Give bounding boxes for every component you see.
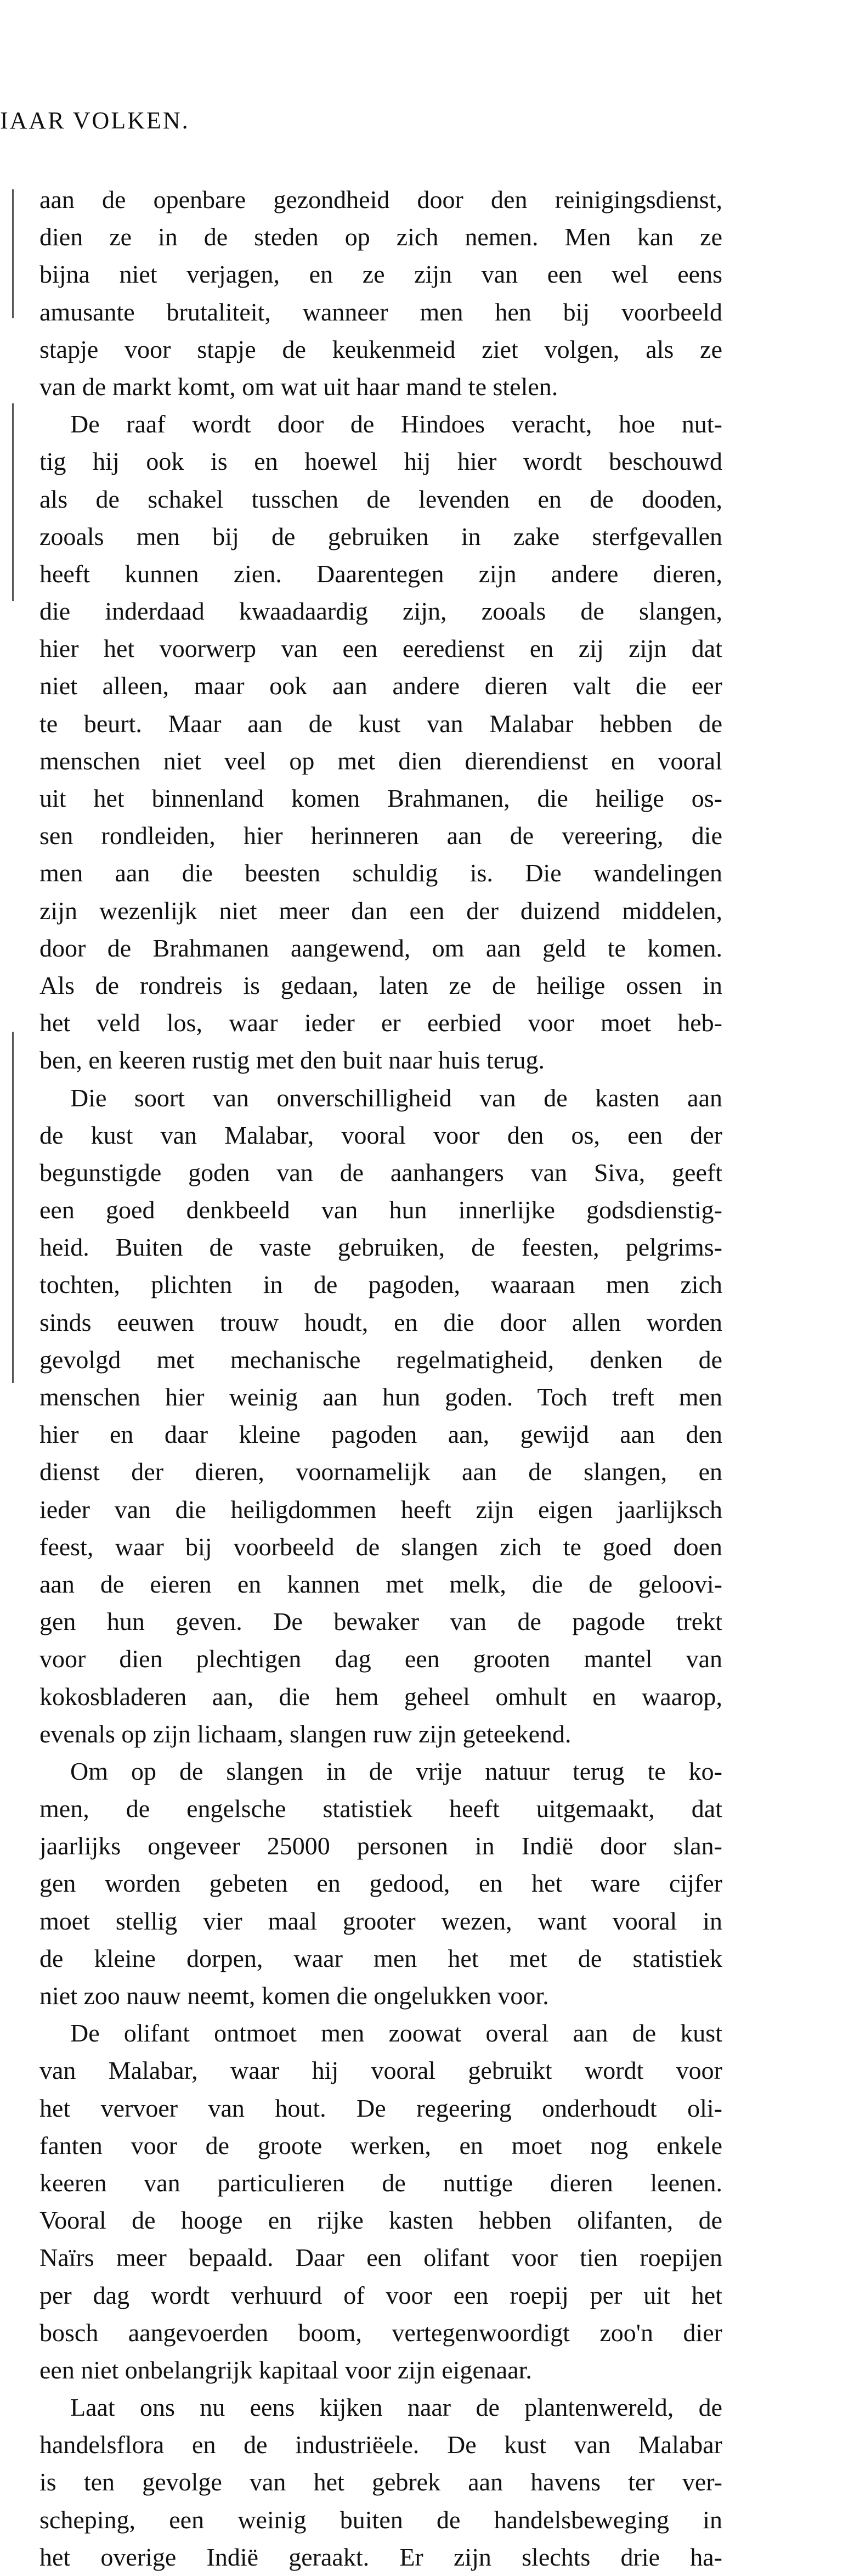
text-line: men aan die beesten schuldig is. Die wandelingen (39, 859, 722, 887)
text-line: hier en daar kleine pagoden aan, gewijd aan den (39, 1420, 722, 1449)
text-line: stapje voor stapje de keukenmeid ziet volgen, als ze (39, 335, 722, 363)
text-line: van Malabar, waar hij vooral gebruikt wordt voor (39, 2056, 722, 2085)
text-line: hier het voorwerp van een eeredienst en zij zijn dat (39, 634, 722, 663)
text-line: uit het binnenland komen Brahmanen, die heilige os- (39, 784, 722, 812)
text-line: menschen hier weinig aan hun goden. Toch treft men (39, 1383, 722, 1411)
margin-rule (12, 403, 14, 601)
text-line: ieder van die heiligdommen heeft zijn eigen jaarlijksch (39, 1495, 722, 1523)
text-line: Die soort van onverschilligheid van de kasten aan (70, 1083, 722, 1112)
text-line: de kust van Malabar, vooral voor den os, een der (39, 1121, 722, 1149)
text-line: handelsflora en de industriëele. De kust van Malabar (39, 2431, 722, 2459)
text-line: moet stellig vier maal grooter wezen, want vooral in (39, 1906, 722, 1935)
text-line: gen hun geven. De bewaker van de pagode trekt (39, 1607, 722, 1636)
text-line: het vervoer van hout. De regeering onderhoudt oli- (39, 2094, 722, 2122)
text-line: per dag wordt verhuurd of voor een roepij per uit het (39, 2281, 722, 2309)
text-line: feest, waar bij voorbeeld de slangen zich te goed doen (39, 1532, 722, 1561)
text-line: van de markt komt, om wat uit haar mand te stelen. (39, 372, 558, 401)
text-line: gevolgd met mechanische regelmatigheid, denken de (39, 1345, 722, 1374)
text-line: die inderdaad kwaadaardig zijn, zooals de slangen, (39, 597, 722, 626)
text-line: niet alleen, maar ook aan andere dieren valt die eer (39, 672, 722, 700)
margin-rule (12, 1032, 14, 1383)
text-line: het overige Indië geraakt. Er zijn slechts drie ha- (39, 2543, 722, 2571)
text-line: voor dien plechtigen dag een grooten mantel van (39, 1645, 722, 1673)
text-line: sinds eeuwen trouw houdt, en die door allen worden (39, 1308, 722, 1336)
text-line: begunstigde goden van de aanhangers van Siva, geeft (39, 1158, 722, 1186)
text-line: het veld los, waar ieder er eerbied voor moet heb- (39, 1009, 722, 1037)
text-line: Laat ons nu eens kijken naar de plantenwereld, de (70, 2393, 722, 2422)
text-line: zijn wezenlijk niet meer dan een der duizend middelen, (39, 896, 722, 925)
text-line: menschen niet veel op met dien dierendienst en vooral (39, 746, 722, 775)
text-line: bijna niet verjagen, en ze zijn van een wel eens (39, 260, 722, 289)
text-line: kokosbladeren aan, die hem geheel omhult en waarop, (39, 1682, 722, 1711)
text-line: Naïrs meer bepaald. Daar een olifant voor tien roepijen (39, 2243, 722, 2272)
text-line: een goed denkbeeld van hun innerlijke godsdienstig- (39, 1196, 722, 1224)
margin-rule (12, 189, 14, 318)
text-line: als de schakel tusschen de levenden en de dooden, (39, 485, 722, 513)
text-line: De olifant ontmoet men zoowat overal aan de kust (70, 2019, 722, 2048)
text-line: ben, en keeren rustig met den buit naar huis terug. (39, 1046, 545, 1075)
text-line: Vooral de hooge en rijke kasten hebben olifanten, de (39, 2206, 722, 2235)
text-line: dien ze in de steden op zich nemen. Men kan ze (39, 223, 722, 251)
text-line: niet zoo nauw neemt, komen die ongelukken voor. (39, 1982, 549, 2010)
text-line: Als de rondreis is gedaan, laten ze de heilige ossen in (39, 971, 722, 999)
text-line: bosch aangevoerden boom, vertegenwoordigt zoo'n dier (39, 2318, 722, 2347)
text-line: dienst der dieren, voornamelijk aan de slangen, en (39, 1458, 722, 1486)
text-line: Om op de slangen in de vrije natuur terug te ko- (70, 1757, 722, 1785)
text-line: door de Brahmanen aangewend, om aan geld te komen. (39, 933, 722, 962)
text-line: fanten voor de groote werken, en moet nog enkele (39, 2131, 722, 2159)
text-line: amusante brutaliteit, wanneer men hen bij voorbeeld (39, 297, 722, 326)
text-line: gen worden gebeten en gedood, en het ware cijfer (39, 1869, 722, 1898)
running-head: IAAR VOLKEN. (0, 107, 190, 134)
text-line: tochten, plichten in de pagoden, waaraan men zich (39, 1270, 722, 1299)
text-line: heeft kunnen zien. Daarentegen zijn andere dieren, (39, 559, 722, 588)
text-line: De raaf wordt door de Hindoes veracht, hoe nut- (70, 410, 722, 438)
text-line: aan de eieren en kannen met melk, die de geloovi- (39, 1570, 722, 1598)
text-line: tig hij ook is en hoewel hij hier wordt beschouwd (39, 447, 722, 476)
text-line: te beurt. Maar aan de kust van Malabar hebben de (39, 709, 722, 738)
text-line: heid. Buiten de vaste gebruiken, de feesten, pelgrims- (39, 1233, 722, 1262)
text-line: een niet onbelangrijk kapitaal voor zijn eigenaar. (39, 2355, 532, 2384)
text-line: evenals op zijn lichaam, slangen ruw zijn geteekend. (39, 1719, 572, 1748)
text-line: sen rondleiden, hier herinneren aan de vereering, die (39, 822, 722, 850)
text-line: zooals men bij de gebruiken in zake sterfgevallen (39, 522, 722, 550)
text-column (39, 181, 722, 2576)
text-line: aan de openbare gezondheid door den reinigingsdienst, (39, 185, 722, 213)
text-line: men, de engelsche statistiek heeft uitgemaakt, dat (39, 1795, 722, 1823)
text-line: scheping, een weinig buiten de handelsbeweging in (39, 2505, 722, 2534)
text-line: keeren van particulieren de nuttige dieren leenen. (39, 2168, 722, 2197)
text-line: jaarlijks ongeveer 25000 personen in Indië door slan- (39, 1832, 722, 1860)
text-line: is ten gevolge van het gebrek aan havens ter ver- (39, 2468, 722, 2496)
text-line: de kleine dorpen, waar men het met de statistiek (39, 1944, 722, 1972)
